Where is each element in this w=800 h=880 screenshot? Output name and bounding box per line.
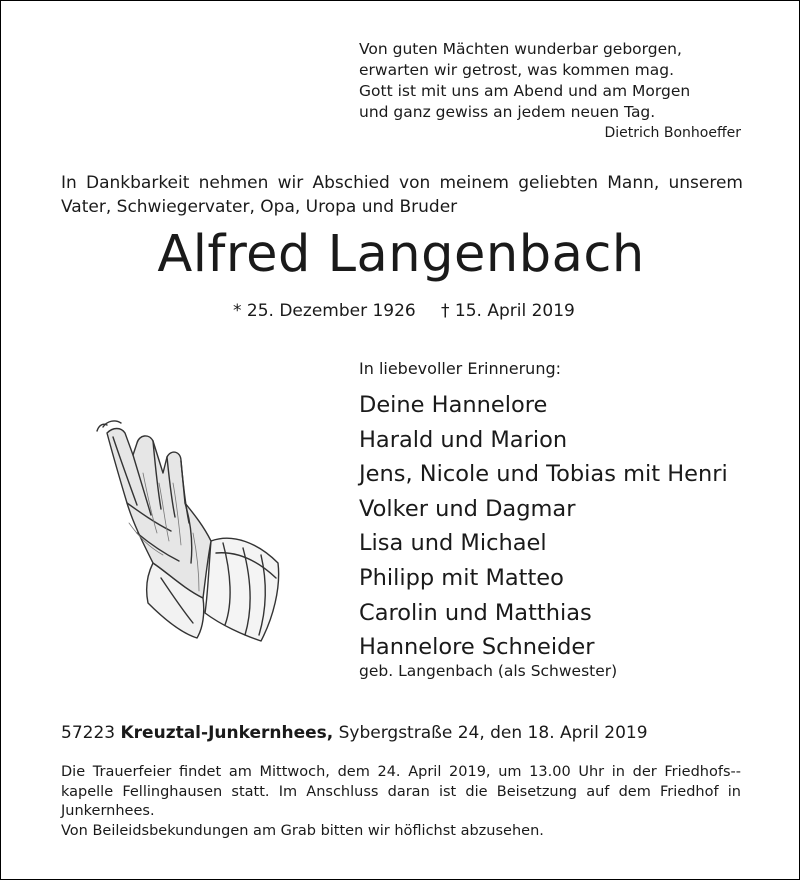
funeral-info: Die Trauerfeier findet am Mittwoch, dem 24. April 2019, um 13.00 Uhr in der Friedhofs-kapelle Fellinghausen statt. Im Anschluss daran ist die Beisetzung auf dem Friedhof in Junkernhees.	[61, 764, 741, 819]
poem-line-2: erwarten wir getrost, was kommen mag.	[359, 61, 675, 79]
list-item: Jens, Nicole und Tobias mit Henri	[359, 461, 728, 488]
intro-text: In Dankbarkeit nehmen wir Abschied von meinem geliebten Mann, unserem Vater, Schwiegervater, Opa, Uropa und Bruder	[61, 173, 743, 217]
memory-label: In liebevoller Erinnerung:	[359, 359, 561, 378]
death-date: † 15. April 2019	[441, 301, 575, 321]
poem-author: Dietrich Bonhoeffer	[604, 125, 741, 141]
list-item: Volker und Dagmar	[359, 495, 576, 522]
condolences-note: Von Beileidsbekundungen am Grab bitten wir höflichst abzusehen.	[61, 823, 544, 839]
poem-line-1: Von guten Mächten wunderbar geborgen,	[359, 40, 682, 58]
list-item: Carolin und Matthias	[359, 599, 592, 626]
poem-quote	[359, 39, 749, 144]
town: Kreuztal-Junkernhees,	[120, 723, 334, 743]
poem-line-4: und ganz gewiss an jedem neuen Tag.	[359, 103, 656, 121]
poem-line-3: Gott ist mit uns am Abend und am Morgen	[359, 82, 691, 100]
list-item: Deine Hannelore	[359, 392, 548, 418]
list-item: Hannelore Schneider	[359, 634, 595, 661]
praying-hands-icon	[93, 413, 283, 643]
postcode: 57223	[61, 723, 116, 743]
list-item: Lisa und Michael	[359, 530, 547, 557]
list-item: Philipp mit Matteo	[359, 564, 564, 591]
mourners-list	[359, 388, 779, 681]
address-detail: Sybergstraße 24, den 18. April 2019	[338, 723, 648, 743]
address-line	[61, 723, 648, 743]
praying-hands-drawing	[93, 413, 283, 643]
list-item: Harald und Marion	[359, 426, 568, 453]
sister-note: geb. Langenbach (als Schwester)	[359, 661, 618, 680]
birth-date: * 25. Dezember 1926	[233, 301, 416, 321]
deceased-name: Alfred Langenbach	[157, 225, 645, 284]
